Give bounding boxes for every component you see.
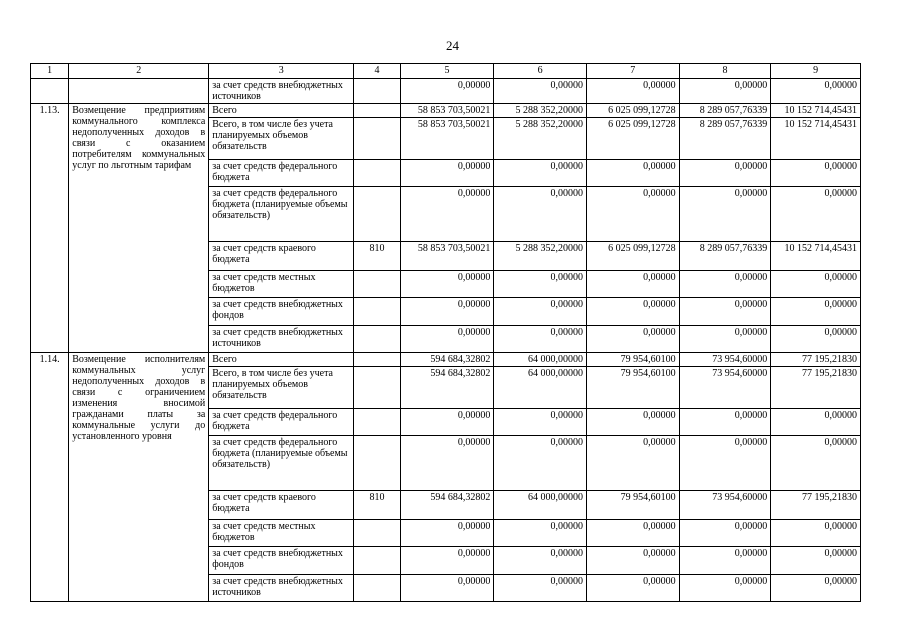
funding-source-label: Всего	[209, 353, 354, 367]
value-cell: 79 954,60100	[586, 367, 679, 409]
funding-source-label: за счет средств местных бюджетов	[209, 520, 354, 547]
table-body	[31, 79, 861, 602]
budget-code	[354, 79, 400, 104]
value-cell: 6 025 099,12728	[586, 242, 679, 271]
value-cell: 0,00000	[494, 520, 587, 547]
funding-source-label: за счет средств федерального бюджета (планируемые объемы обязательств)	[209, 436, 354, 491]
value-cell: 594 684,32802	[400, 491, 494, 520]
value-cell: 6 025 099,12728	[586, 104, 679, 118]
value-cell: 58 853 703,50021	[400, 104, 494, 118]
funding-source-label: за счет средств внебюджетных фондов	[209, 547, 354, 575]
funding-source-label: за счет средств федерального бюджета	[209, 160, 354, 187]
funding-source-label: за счет средств внебюджетных источников	[209, 79, 354, 104]
value-cell: 0,00000	[400, 547, 494, 575]
budget-code	[354, 520, 400, 547]
budget-code	[354, 575, 400, 602]
value-cell: 10 152 714,45431	[771, 118, 861, 160]
header-cell: 9	[771, 64, 861, 79]
funding-source-label: за счет средств краевого бюджета	[209, 491, 354, 520]
value-cell: 5 288 352,20000	[494, 104, 587, 118]
measure-description: Возмещение предприятиям коммунального комплекса недополученных доходов в связи с оказанием потребителям коммунальных услуг по льготным тарифам	[69, 104, 209, 353]
value-cell: 58 853 703,50021	[400, 242, 494, 271]
value-cell: 0,00000	[771, 520, 861, 547]
value-cell: 8 289 057,76339	[679, 118, 771, 160]
value-cell: 58 853 703,50021	[400, 118, 494, 160]
budget-code	[354, 104, 400, 118]
value-cell: 0,00000	[586, 79, 679, 104]
budget-code	[354, 353, 400, 367]
value-cell: 73 954,60000	[679, 491, 771, 520]
budget-code: 810	[354, 242, 400, 271]
funding-source-label: за счет средств внебюджетных фондов	[209, 298, 354, 326]
header-cell: 7	[586, 64, 679, 79]
funding-source-label: за счет средств федерального бюджета	[209, 409, 354, 436]
value-cell: 0,00000	[586, 326, 679, 353]
value-cell: 0,00000	[494, 271, 587, 298]
funding-source-label: Всего, в том числе без учета планируемых объемов обязательств	[209, 118, 354, 160]
table-header	[31, 64, 861, 79]
value-cell: 0,00000	[679, 436, 771, 491]
value-cell: 594 684,32802	[400, 353, 494, 367]
funding-source-label: Всего	[209, 104, 354, 118]
value-cell: 79 954,60100	[586, 491, 679, 520]
value-cell: 0,00000	[400, 79, 494, 104]
header-cell: 5	[400, 64, 494, 79]
value-cell: 0,00000	[679, 326, 771, 353]
value-cell: 0,00000	[494, 160, 587, 187]
value-cell: 10 152 714,45431	[771, 242, 861, 271]
budget-code	[354, 367, 400, 409]
funding-source-label: за счет средств местных бюджетов	[209, 271, 354, 298]
budget-code	[354, 436, 400, 491]
value-cell: 0,00000	[586, 409, 679, 436]
value-cell: 0,00000	[586, 547, 679, 575]
value-cell: 0,00000	[494, 79, 587, 104]
value-cell: 0,00000	[771, 271, 861, 298]
value-cell: 0,00000	[400, 187, 494, 242]
value-cell: 0,00000	[400, 326, 494, 353]
continuation-row	[31, 79, 861, 104]
budget-code	[354, 326, 400, 353]
value-cell: 0,00000	[679, 547, 771, 575]
value-cell: 73 954,60000	[679, 367, 771, 409]
budget-table	[30, 63, 861, 602]
row-index: 1.14.	[31, 353, 69, 602]
value-cell: 0,00000	[679, 187, 771, 242]
value-cell: 77 195,21830	[771, 491, 861, 520]
measure-description: Возмещение исполнителям коммунальных услуг недополученных доходов в связи с ограничением изменения вносимой гражданами платы за коммунальные услуги до установленного уровня	[69, 353, 209, 602]
value-cell: 0,00000	[771, 547, 861, 575]
value-cell: 0,00000	[771, 409, 861, 436]
value-cell: 64 000,00000	[494, 491, 587, 520]
value-cell: 0,00000	[771, 187, 861, 242]
funding-source-label: за счет средств краевого бюджета	[209, 242, 354, 271]
value-cell: 8 289 057,76339	[679, 242, 771, 271]
value-cell: 0,00000	[586, 298, 679, 326]
table-row	[31, 104, 861, 118]
value-cell: 0,00000	[679, 520, 771, 547]
value-cell: 0,00000	[771, 298, 861, 326]
header-cell: 8	[679, 64, 771, 79]
header-cell: 1	[31, 64, 69, 79]
page-number: 24	[446, 38, 459, 53]
funding-source-label: за счет средств федерального бюджета (планируемые объемы обязательств)	[209, 187, 354, 242]
funding-source-label: Всего, в том числе без учета планируемых объемов обязательств	[209, 367, 354, 409]
value-cell: 0,00000	[400, 298, 494, 326]
value-cell: 79 954,60100	[586, 353, 679, 367]
value-cell: 0,00000	[771, 79, 861, 104]
value-cell: 0,00000	[586, 575, 679, 602]
value-cell: 0,00000	[771, 436, 861, 491]
header-cell: 4	[354, 64, 400, 79]
value-cell: 0,00000	[586, 520, 679, 547]
value-cell: 0,00000	[400, 520, 494, 547]
value-cell: 0,00000	[771, 160, 861, 187]
value-cell: 8 289 057,76339	[679, 104, 771, 118]
value-cell: 0,00000	[494, 409, 587, 436]
budget-code	[354, 298, 400, 326]
funding-source-label: за счет средств внебюджетных источников	[209, 575, 354, 602]
value-cell: 0,00000	[494, 187, 587, 242]
row-index: 1.13.	[31, 104, 69, 353]
value-cell: 0,00000	[400, 160, 494, 187]
budget-code	[354, 271, 400, 298]
budget-code	[354, 118, 400, 160]
empty-cell	[69, 79, 209, 104]
budget-code	[354, 547, 400, 575]
funding-source-label: за счет средств внебюджетных источников	[209, 326, 354, 353]
value-cell: 6 025 099,12728	[586, 118, 679, 160]
value-cell: 0,00000	[400, 436, 494, 491]
table-row	[31, 353, 861, 367]
value-cell: 64 000,00000	[494, 353, 587, 367]
value-cell: 0,00000	[679, 79, 771, 104]
value-cell: 0,00000	[679, 160, 771, 187]
value-cell: 0,00000	[586, 160, 679, 187]
value-cell: 0,00000	[494, 547, 587, 575]
header-cell: 6	[494, 64, 587, 79]
value-cell: 0,00000	[679, 298, 771, 326]
value-cell: 0,00000	[679, 575, 771, 602]
empty-cell	[31, 79, 69, 104]
value-cell: 0,00000	[400, 575, 494, 602]
value-cell: 5 288 352,20000	[494, 242, 587, 271]
value-cell: 5 288 352,20000	[494, 118, 587, 160]
value-cell: 0,00000	[771, 326, 861, 353]
value-cell: 0,00000	[400, 409, 494, 436]
budget-code	[354, 187, 400, 242]
budget-code	[354, 409, 400, 436]
value-cell: 0,00000	[586, 271, 679, 298]
value-cell: 0,00000	[494, 436, 587, 491]
value-cell: 0,00000	[679, 409, 771, 436]
header-cell: 2	[69, 64, 209, 79]
value-cell: 64 000,00000	[494, 367, 587, 409]
value-cell: 0,00000	[679, 271, 771, 298]
header-cell: 3	[209, 64, 354, 79]
budget-code: 810	[354, 491, 400, 520]
value-cell: 77 195,21830	[771, 353, 861, 367]
value-cell: 77 195,21830	[771, 367, 861, 409]
value-cell: 0,00000	[771, 575, 861, 602]
budget-code	[354, 160, 400, 187]
value-cell: 0,00000	[494, 326, 587, 353]
value-cell: 0,00000	[586, 436, 679, 491]
header-row	[31, 64, 861, 79]
value-cell: 73 954,60000	[679, 353, 771, 367]
value-cell: 10 152 714,45431	[771, 104, 861, 118]
value-cell: 0,00000	[494, 298, 587, 326]
value-cell: 0,00000	[400, 271, 494, 298]
value-cell: 594 684,32802	[400, 367, 494, 409]
value-cell: 0,00000	[494, 575, 587, 602]
value-cell: 0,00000	[586, 187, 679, 242]
